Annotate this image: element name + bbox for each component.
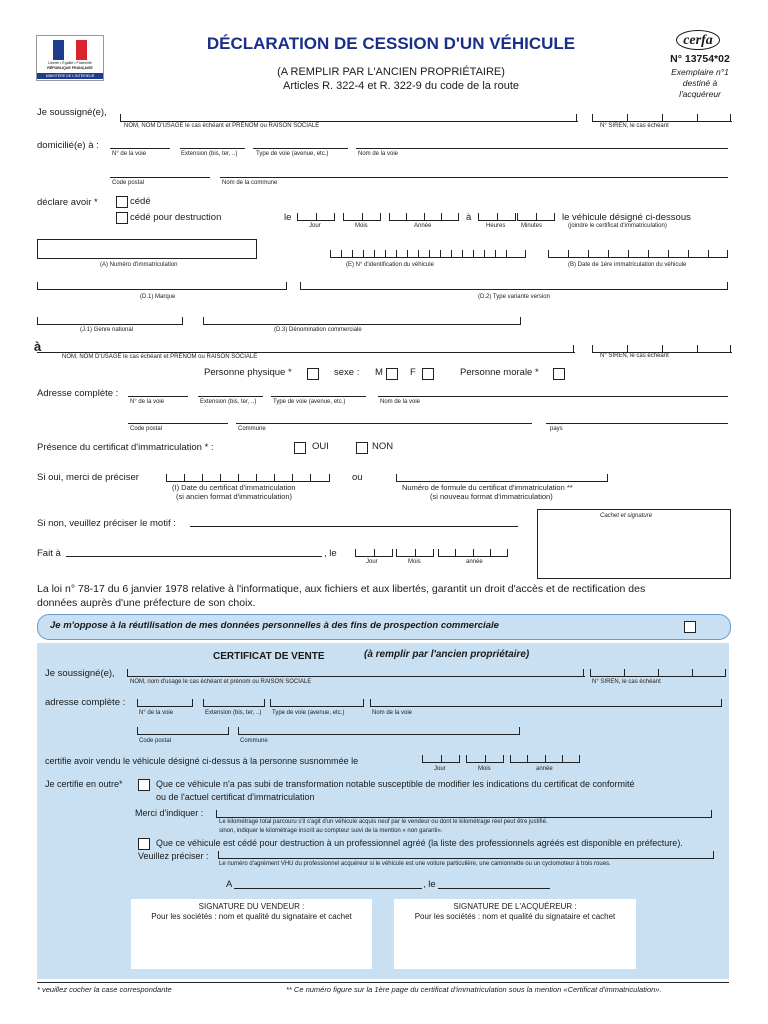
vhu-field[interactable] xyxy=(218,851,714,859)
sexe-f-label: F xyxy=(410,367,416,378)
cert-place-field[interactable] xyxy=(234,888,422,889)
cert-street-name-field[interactable] xyxy=(370,699,722,707)
cert-cap-commune: Commune xyxy=(240,738,268,744)
cap-genre: (J.1) Genre national xyxy=(80,327,134,333)
copy-line-2: destiné à xyxy=(682,78,718,88)
law-text-2: données auprès d'une préfecture de son choix. xyxy=(37,597,256,609)
domicile-number-field[interactable] xyxy=(110,148,170,149)
footer-rule xyxy=(37,982,729,983)
fait-month-field[interactable] xyxy=(396,549,434,557)
form-subtitle: (A REMPLIR PAR L'ANCIEN PROPRIÉTAIRE) xyxy=(277,66,505,78)
declare-label: déclare avoir * xyxy=(37,197,98,208)
cert-a-label: A xyxy=(226,879,233,890)
buyer-extension-field[interactable] xyxy=(198,396,263,397)
type-variante-field[interactable] xyxy=(300,282,728,290)
immatriculation-field[interactable] xyxy=(37,239,257,259)
buyer-number-field[interactable] xyxy=(128,396,188,397)
buyer-city-field[interactable] xyxy=(236,423,532,424)
veuillez-label: Veuillez préciser : xyxy=(138,851,209,861)
fait-a-label: Fait à xyxy=(37,548,61,559)
domicile-extension-field[interactable] xyxy=(180,148,245,149)
cert-date-field[interactable] xyxy=(438,888,550,889)
cachet-box[interactable] xyxy=(537,509,731,579)
cert-cap-code-postal: Code postal xyxy=(139,738,172,744)
personne-morale-checkbox[interactable] xyxy=(553,368,565,380)
cap-immat: (A) Numéro d'immatriculation xyxy=(100,262,178,268)
cert-seller-name-field[interactable] xyxy=(127,669,585,677)
motif-field[interactable] xyxy=(190,526,518,527)
buyer-name-caption: NOM, NOM D'USAGE le cas échéant et PRÉNOM ou RAISON SOCIALE xyxy=(62,354,258,360)
domicile-postcode-field[interactable] xyxy=(110,177,210,178)
cert-cap-mois: Mois xyxy=(478,766,491,772)
domicile-city-field[interactable] xyxy=(220,177,728,178)
buyer-street-name-field[interactable] xyxy=(378,396,728,397)
merci-label: Merci d'indiquer : xyxy=(135,808,204,818)
time-a-label: à xyxy=(466,212,472,223)
cap-commune: Nom de la commune xyxy=(222,180,278,186)
si-non-label: Si non, veuillez préciser le motif : xyxy=(37,518,176,529)
copy-line-1: Exemplaire n°1 xyxy=(671,67,729,77)
seller-name-field[interactable] xyxy=(120,114,578,122)
seller-siren-caption: N° SIREN, le cas échéant xyxy=(600,123,669,129)
cert-cap-no-voie: N° de la voie xyxy=(139,710,174,716)
cert-month-field[interactable] xyxy=(466,755,504,763)
opt1-line1: Que ce véhicule n'a pas subi de transformation notable susceptible de modifier les indications du certificat de conformité xyxy=(156,779,635,789)
cede-checkbox[interactable] xyxy=(116,196,128,208)
certificate-subtitle: (à remplir par l'ancien propriétaire) xyxy=(364,649,530,660)
cert-postcode-field[interactable] xyxy=(137,727,229,735)
cap-mois: Mois xyxy=(355,223,368,229)
opt2-line1: Que ce véhicule est cédé pour destruction à un professionnel agréé (la liste des professionnels agréés est disponible en préfecture). xyxy=(156,838,683,848)
sexe-m-checkbox[interactable] xyxy=(386,368,398,380)
sexe-f-checkbox[interactable] xyxy=(422,368,434,380)
buyer-address-label: Adresse complète : xyxy=(37,388,119,399)
buyer-postcode-field[interactable] xyxy=(128,423,228,424)
cert-cap-nom-voie: Nom de la voie xyxy=(372,710,413,716)
km-note-1: Le kilométrage total parcouru s'il s'agit d'un véhicule acquis neuf par le vendeur ou dont le kilométrage réel peut être justifié. xyxy=(219,819,548,825)
cap-type-voie: Type de voie (avenue, etc.) xyxy=(256,151,329,157)
buyer-cap-nom-voie: Nom de la voie xyxy=(380,399,421,405)
opposition-text: Je m'oppose à la réutilisation de mes données personnelles à des fins de prospection commerciale xyxy=(50,620,499,631)
cachet-label: Cachet et signature xyxy=(600,513,653,519)
buyer-a-label: à xyxy=(34,339,42,354)
cession-year-field[interactable] xyxy=(389,213,459,221)
cert-street-type-field[interactable] xyxy=(270,699,364,707)
fait-cap-annee: année xyxy=(466,559,483,565)
presence-oui-checkbox[interactable] xyxy=(294,442,306,454)
cerfa-logo xyxy=(676,30,720,50)
first-immat-date-field[interactable] xyxy=(548,250,728,258)
formule-field[interactable] xyxy=(396,474,608,482)
personne-physique-label: Personne physique * xyxy=(204,367,292,378)
cap-no-voie: N° de la voie xyxy=(112,151,147,157)
cap-date-cert: (I) Date du certificat d'immatriculation xyxy=(172,483,296,492)
buyer-cap-code-postal: Code postal xyxy=(130,426,163,432)
domicilie-label: domicilié(e) à : xyxy=(37,140,99,151)
cap-denomination: (D.3) Dénomination commerciale xyxy=(274,327,362,333)
presence-non-checkbox[interactable] xyxy=(356,442,368,454)
seller-label: Je soussigné(e), xyxy=(37,107,107,118)
km-note-2: sinon, indiquer le kilométrage inscrit au compteur suivi de la mention « non garanti». xyxy=(219,828,443,834)
cerfa-text: cerfa xyxy=(683,33,713,48)
cap-nom-voie: Nom de la voie xyxy=(358,151,399,157)
sig-buyer-title: SIGNATURE DE L'ACQUÉREUR : xyxy=(453,902,577,911)
cap-code-postal: Code postal xyxy=(112,180,145,186)
sexe-m-label: M xyxy=(375,367,383,378)
vhu-note: Le numéro d'agrément VHU du professionnel acquéreur si le véhicule est une voiture particulière, une camionnette ou un cyclomoteur à trois roues. xyxy=(219,861,611,867)
presence-oui-label: OUI xyxy=(312,441,329,452)
cession-day-field[interactable] xyxy=(297,213,335,221)
destruction-checkbox[interactable] xyxy=(116,212,128,224)
certifie-label: certifie avoir vendu le véhicule désigné ci-dessus à la personne susnommée le xyxy=(45,756,359,766)
cert-city-field[interactable] xyxy=(238,727,520,735)
form-articles: Articles R. 322-4 et R. 322-9 du code de la route xyxy=(282,80,520,92)
buyer-siren-caption: N° SIREN, le cas échéant xyxy=(600,353,669,359)
si-oui-label: Si oui, merci de préciser xyxy=(37,472,139,483)
cert-seller-label: Je soussigné(e), xyxy=(45,668,115,679)
cession-month-field[interactable] xyxy=(343,213,381,221)
vin-field[interactable] xyxy=(330,250,526,258)
cap-formule: Numéro de formule du certificat d'immatriculation ** xyxy=(402,483,573,492)
marque-field[interactable] xyxy=(37,282,287,290)
cert-number-field[interactable] xyxy=(137,699,193,707)
law-text-1: La loi n° 78-17 du 6 janvier 1978 relative à l'informatique, aux fichiers et aux libertés, garantit un droit d'accès et de rectification des xyxy=(37,583,646,595)
cap-first-immat: (B) Date de 1ère immatriculation du véhicule xyxy=(568,262,687,268)
footer-note-right: ** Ce numéro figure sur la 1ère page du certificat d'immatriculation sous la mention «Certificat d'immatriculation». xyxy=(286,985,662,994)
certificate-title: CERTIFICAT DE VENTE xyxy=(213,651,325,662)
cert-cap-annee: année xyxy=(536,766,553,772)
buyer-name-field[interactable] xyxy=(37,345,575,353)
denomination-field[interactable] xyxy=(203,317,521,325)
domicile-street-type-field[interactable] xyxy=(253,148,348,149)
cert-seller-siren-field[interactable] xyxy=(590,669,726,677)
buyer-cap-no-voie: N° de la voie xyxy=(130,399,165,405)
cap-type-variante: (D.2) Type variante version xyxy=(478,294,550,300)
sig-seller-title: SIGNATURE DU VENDEUR : xyxy=(198,902,305,911)
cap-marque: (D.1) Marque xyxy=(140,294,176,300)
cert-name-caption: NOM, nom d'usage le cas échéant et prénom ou RAISON SOCIALE xyxy=(130,679,312,685)
seller-siren-field[interactable] xyxy=(592,114,732,122)
cede-label: cédé xyxy=(130,196,151,207)
copy-line-3: l'acquéreur xyxy=(679,89,721,99)
opposition-checkbox[interactable] xyxy=(684,621,696,633)
presence-label: Présence du certificat d'immatriculation * : xyxy=(37,442,214,453)
footer-note-left: * veuillez cocher la case correspondante xyxy=(37,985,172,994)
logo-text-2: RÉPUBLIQUE FRANÇAISE xyxy=(47,66,93,70)
marianne-logo xyxy=(36,35,104,81)
cert-date-field[interactable] xyxy=(166,474,330,482)
personne-morale-label: Personne morale * xyxy=(460,367,539,378)
cap-date-cert2: (si ancien format d'immatriculation) xyxy=(176,492,293,501)
kilometrage-field[interactable] xyxy=(216,810,712,818)
vehicle-designated-label: le véhicule désigné ci-dessous xyxy=(562,212,691,223)
date-le-label: le xyxy=(284,212,292,223)
cert-cap-jour: Jour xyxy=(434,766,446,772)
certifie-outre-label: Je certifie en outre* xyxy=(45,779,123,789)
fait-a-field[interactable] xyxy=(66,556,322,557)
cap-jour: Jour xyxy=(309,223,321,229)
cap-annee: Année xyxy=(414,223,432,229)
cert-year-field[interactable] xyxy=(510,755,580,763)
cap-heures: Heures xyxy=(486,223,506,229)
presence-non-label: NON xyxy=(372,441,394,452)
sig-seller-sub: Pour les sociétés : nom et qualité du signataire et cachet xyxy=(151,912,352,921)
cap-minutes: Minutes xyxy=(521,223,543,229)
logo-text-3: MINISTÈRE DE L'INTÉRIEUR xyxy=(37,73,103,79)
form-number: N° 13754*02 xyxy=(670,53,730,65)
personne-physique-checkbox[interactable] xyxy=(307,368,319,380)
logo-text-1: Liberté • Égalité • Fraternité xyxy=(48,61,92,65)
destruction-pro-checkbox[interactable] xyxy=(138,838,150,850)
seller-name-caption: NOM, NOM D'USAGE le cas échéant et PRÉNOM ou RAISON SOCIALE xyxy=(124,123,320,129)
sig-buyer-sub: Pour les sociétés : nom et qualité du signataire et cachet xyxy=(414,912,616,921)
no-transformation-checkbox[interactable] xyxy=(138,779,150,791)
buyer-street-type-field[interactable] xyxy=(271,396,366,397)
cert-day-field[interactable] xyxy=(422,755,460,763)
cession-hour-field[interactable] xyxy=(478,213,516,221)
genre-field[interactable] xyxy=(37,317,183,325)
fait-cap-mois: Mois xyxy=(408,559,421,565)
destruction-label: cédé pour destruction xyxy=(130,212,222,223)
cert-siren-caption: N° SIREN, le cas échéant xyxy=(592,679,661,685)
buyer-siren-field[interactable] xyxy=(592,345,732,353)
buyer-cap-type-voie: Type de voie (avenue, etc.) xyxy=(273,399,346,405)
buyer-cap-pays: pays xyxy=(550,426,563,432)
buyer-country-field[interactable] xyxy=(546,423,728,424)
cert-extension-field[interactable] xyxy=(203,699,265,707)
form-title: DÉCLARATION DE CESSION D'UN VÉHICULE xyxy=(206,34,576,53)
fait-day-field[interactable] xyxy=(355,549,393,557)
cert-cap-extension: Extension (bis, ter, ..) xyxy=(205,710,262,716)
sexe-label: sexe : xyxy=(334,367,360,378)
cert-le-label: , le xyxy=(423,879,436,890)
ou-label: ou xyxy=(352,472,363,483)
buyer-cap-extension: Extension (bis, ter, ..) xyxy=(200,399,257,405)
cap-extension: Extension (bis, ter, ..) xyxy=(181,151,238,157)
fait-cap-jour: Jour xyxy=(366,559,378,565)
cert-address-label: adresse complète : xyxy=(45,697,126,708)
fait-le-label: , le xyxy=(324,548,337,559)
opt1-line2: ou de l'actuel certificat d'immatriculation xyxy=(156,792,315,802)
fait-year-field[interactable] xyxy=(438,549,508,557)
cert-cap-type-voie: Type de voie (avenue, etc.) xyxy=(272,710,345,716)
domicile-street-name-field[interactable] xyxy=(356,148,728,149)
buyer-cap-commune: Commune xyxy=(238,426,266,432)
cap-vin: (E) N° d'identification du véhicule xyxy=(346,262,434,268)
cap-formule2: (si nouveau format d'immatriculation) xyxy=(430,492,553,501)
vehicle-designated-note: (joindre le certificat d'immatriculation) xyxy=(568,223,667,229)
cession-minute-field[interactable] xyxy=(517,213,555,221)
